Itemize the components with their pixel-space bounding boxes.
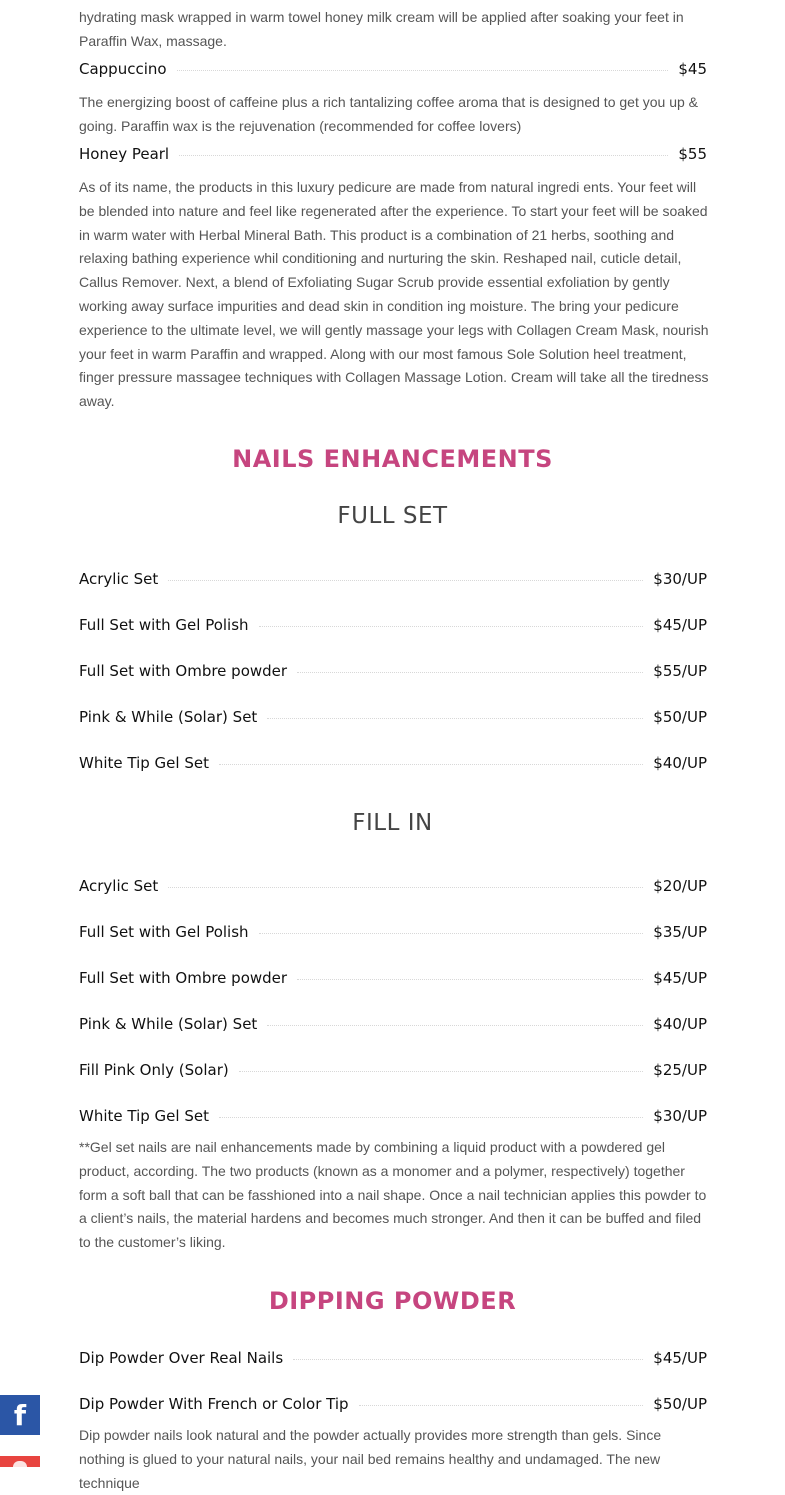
leader-dots [293,1359,643,1360]
item-price: $20/UP [653,877,707,895]
dipping-note: Dip powder nails look natural and the powder actually provides more strength than gels. Since nothing is glued to your natural nails, your nail bed remains healthy and undamaged. The new technique [79,1427,662,1491]
leader-dots [219,1117,643,1118]
item-name: Pink & While (Solar) Set [79,1015,258,1033]
leader-dots [168,580,643,581]
item-name: White Tip Gel Set [79,1107,209,1125]
item-price: $45 [678,60,707,78]
menu-item [79,659,707,683]
share-button[interactable] [0,1456,40,1467]
item-price: $50/UP [653,1395,707,1413]
item-price: $30/UP [653,570,707,588]
item-name: Acrylic Set [79,877,159,895]
leader-dots [297,672,643,673]
section-title-dipping: DIPPING POWDER [268,1287,517,1315]
pedicure-top-text: hydrating mask wrapped in warm towel honey milk cream will be applied after soaking your feet in Paraffin Wax, massage. [79,9,684,49]
menu-item [79,920,707,944]
item-name: Pink & While (Solar) Set [79,708,258,726]
item-price: $40/UP [653,1015,707,1033]
menu-item [79,1392,707,1416]
item-price: $55/UP [653,662,707,680]
facebook-share-button[interactable] [0,1395,40,1435]
leader-dots [219,764,643,765]
item-name: Full Set with Ombre powder [79,969,288,987]
item-price: $45/UP [653,616,707,634]
item-name: Dip Powder Over Real Nails [79,1349,284,1367]
item-name: Dip Powder With French or Color Tip [79,1395,349,1413]
item-name: Fill Pink Only (Solar) [79,1061,229,1079]
item-price: $45/UP [653,969,707,987]
leader-dots [359,1405,644,1406]
item-description: As of its name, the products in this luxury pedicure are made from natural ingredi ents. Your feet will be blended into nature and feel like regenerated after the experience. To start your feet will be soaked in warm water with Herbal Mineral Bath. This product is a combination of 21 herbs, soothing and relaxing bathing experience whil conditioning and nurturing the skin. Reshaped nail, cuticle detail, Callus Remover. Next, a blend of Exfoliating Sugar Scrub provide essential exfoliation by gently working away surface impurities and dead skin in condition ing moisture. The bring your pedicure experience to the ultimate level, we will gently massage your legs with Collagen Cream Mask, nourish your feet in warm Paraffin and wrapped. Along with our most famous Sole Solution heel treatment, finger pressure massagee techniques with Collagen Massage Lotion. Cream will take all the tiredness away. [79,179,709,410]
menu-item [79,874,707,898]
leader-dots [267,1025,643,1026]
item-price: $45/UP [653,1349,707,1367]
subsection-title-full-set: FULL SET [337,503,448,529]
leader-dots [177,70,669,71]
item-name: Honey Pearl [79,145,170,163]
item-price: $40/UP [653,754,707,772]
item-description: The energizing boost of caffeine plus a rich tantalizing coffee aroma that is designed to get you up & going. Paraffin wax is the rejuvenation (recommended for coffee lovers) [79,94,698,134]
gel-set-note: **Gel set nails are nail enhancements made by combining a liquid product with a powdered gel product, according. The two products (known as a monomer and a polymer, respectively) together form a soft ball that can be fasshioned into a nail shape. Once a nail technician applies this powder to a client’s nails, the material hardens and becomes much stronger. And then it can be buffed and filed to the customer’s liking. [79,1139,707,1251]
menu-item [79,751,707,775]
leader-dots [239,1071,644,1072]
item-name: Full Set with Ombre powder [79,662,288,680]
menu-item-cappuccino [79,57,707,81]
item-price: $25/UP [653,1061,707,1079]
item-name: White Tip Gel Set [79,754,209,772]
leader-dots [259,626,644,627]
leader-dots [259,933,644,934]
leader-dots [267,718,643,719]
share-icon [13,1461,27,1467]
item-name: Full Set with Gel Polish [79,923,249,941]
menu-item [79,1012,707,1036]
item-name: Cappuccino [79,60,167,78]
menu-item [79,613,707,637]
menu-item [79,1346,707,1370]
item-name: Full Set with Gel Polish [79,616,249,634]
menu-item [79,567,707,591]
item-price: $50/UP [653,708,707,726]
leader-dots [168,887,643,888]
item-price: $35/UP [653,923,707,941]
menu-item-honey-pearl [79,142,707,166]
item-price: $55 [678,145,707,163]
section-title-nails: NAILS ENHANCEMENTS [232,445,553,473]
menu-item [79,1104,707,1128]
item-price: $30/UP [653,1107,707,1125]
menu-item [79,1058,707,1082]
subsection-title-fill-in: FILL IN [352,810,433,836]
item-name: Acrylic Set [79,570,159,588]
facebook-icon: f [13,1398,27,1432]
menu-item [79,705,707,729]
leader-dots [297,979,643,980]
menu-item [79,966,707,990]
leader-dots [179,155,668,156]
